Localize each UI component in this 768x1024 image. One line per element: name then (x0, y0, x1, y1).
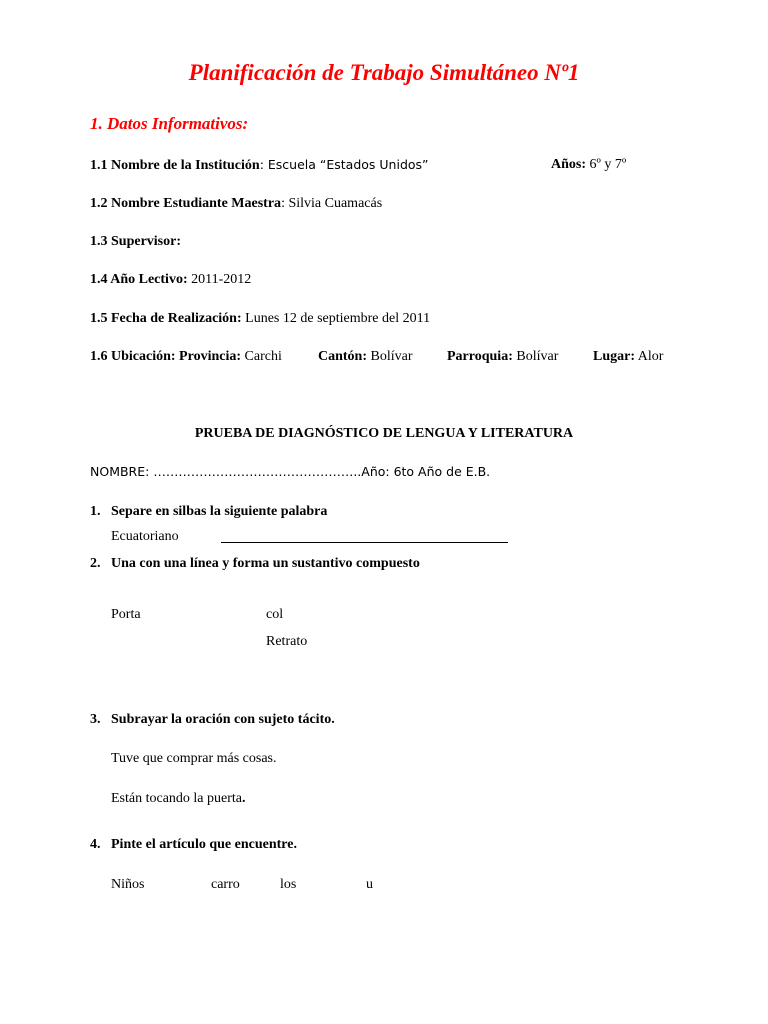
question-3 (90, 712, 335, 728)
q3-sentence-1: Tuve que comprar más cosas. (111, 751, 277, 766)
lugar-value: Alor (635, 349, 664, 364)
question-4 (90, 837, 297, 853)
q1-word: Ecuatoriano (111, 529, 179, 544)
question-4-number: 4. (90, 837, 101, 852)
q3-sentence-2 (111, 791, 246, 807)
q2-word-retrato: Retrato (266, 634, 308, 649)
institucion-value: Escuela “Estados Unidos” (267, 157, 429, 172)
info-ano-lectivo (90, 272, 251, 288)
section-heading-datos-informativos: 1. Datos Informativos: (90, 114, 249, 133)
question-1-number: 1. (90, 504, 101, 519)
canton-label: Cantón: (318, 349, 368, 364)
q1-answer-line[interactable] (221, 530, 508, 548)
info-lugar (593, 349, 663, 365)
q4-word-los: los (280, 877, 297, 892)
lectivo-label: 1.4 Año Lectivo: (90, 272, 188, 287)
provincia-value: Carchi (241, 349, 282, 364)
info-estudiante (90, 196, 382, 212)
lugar-label: Lugar: (593, 349, 635, 364)
question-3-text: Subrayar la oración con sujeto tácito. (111, 712, 335, 727)
anos-value: 6º y 7º (586, 157, 627, 172)
question-1-text: Separe en silbas la siguiente palabra (111, 504, 328, 519)
lectivo-value: 2011-2012 (187, 272, 252, 287)
q4-word-carro: carro (211, 877, 240, 892)
info-fecha (90, 311, 430, 327)
nombre-line: NOMBRE: …………………………………………..Año: 6to Año de E.B. (90, 464, 491, 479)
estudiante-value: : Silvia Cuamacás (281, 196, 383, 211)
info-canton (318, 349, 413, 365)
institucion-separator: : (259, 157, 268, 172)
canton-value: Bolívar (367, 349, 413, 364)
question-1 (90, 504, 327, 520)
fecha-label: 1.5 Fecha de Realización: (90, 311, 242, 326)
question-4-text: Pinte el artículo que encuentre. (111, 837, 297, 852)
info-parroquia (447, 349, 558, 365)
question-3-number: 3. (90, 712, 101, 727)
ubicacion-label: 1.6 Ubicación: Provincia: (90, 349, 242, 364)
q4-word-u: u (366, 877, 373, 892)
q2-word-porta: Porta (111, 607, 141, 622)
document-title: Planificación de Trabajo Simultáneo Nº1 (188, 60, 580, 85)
test-title: PRUEBA DE DIAGNÓSTICO DE LENGUA Y LITERATURA (194, 426, 574, 441)
q2-word-col: col (266, 607, 284, 622)
anos-label: Años: (551, 157, 587, 172)
institucion-label: 1.1 Nombre de la Institución (90, 158, 260, 173)
fecha-value: Lunes 12 de septiembre del 2011 (241, 311, 431, 326)
info-supervisor (90, 234, 181, 250)
estudiante-label: 1.2 Nombre Estudiante Maestra (90, 196, 282, 211)
info-anos (551, 157, 626, 173)
info-institucion (90, 157, 429, 174)
q3-sentence-2-period: . (242, 791, 246, 806)
supervisor-label: 1.3 Supervisor: (90, 234, 181, 249)
q4-word-ninos: Niños (111, 877, 145, 892)
question-2-text: Una con una línea y forma un sustantivo compuesto (111, 556, 420, 571)
question-2-number: 2. (90, 556, 101, 571)
answer-blank-line (221, 531, 508, 543)
question-2 (90, 556, 420, 572)
parroquia-value: Bolívar (512, 349, 559, 364)
q3-sentence-2-text: Están tocando la puerta (111, 791, 243, 806)
info-ubicacion (90, 349, 282, 365)
parroquia-label: Parroquia: (447, 349, 513, 364)
